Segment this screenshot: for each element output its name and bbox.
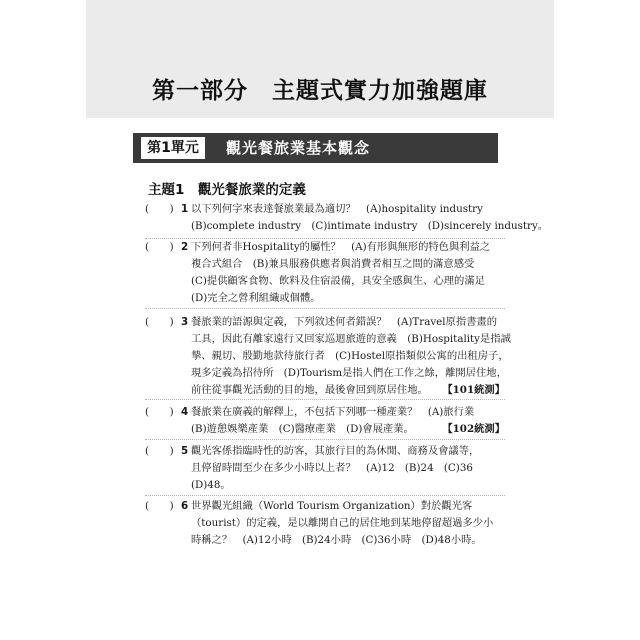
question-line-text: 前往從事觀光活動的目的地，最後會回到原居住地。 (191, 384, 428, 396)
unit-title: 觀光餐旅業基本觀念 (226, 139, 371, 157)
question-item (145, 314, 511, 399)
question-line: 複合式組合 (B)兼具服務供應者與消費者相互之間的滿意感受 (191, 258, 475, 270)
question-number: 4 (181, 406, 189, 418)
question-item (145, 239, 505, 307)
question-item (145, 443, 505, 494)
answer-blank: ( ) (145, 500, 174, 512)
question-line-text: (B)遊憩娛樂產業 (C)醫療產業 (D)會展產業。 (191, 423, 414, 435)
divider (145, 399, 505, 400)
question-number: 6 (181, 500, 189, 512)
question-line: 現多定義為招待所 (D)Tourism是指人們在工作之餘，離開居住地， (191, 367, 507, 379)
answer-blank: ( ) (145, 316, 174, 328)
question-text (191, 314, 511, 399)
part-title: 第一部分 主題式實力加強題庫 (152, 78, 488, 104)
question-text (191, 239, 505, 307)
question-line: (C)提供顧客食物、飲料及住宿設備，具安全感與生、心理的滿足 (191, 275, 485, 287)
exam-source-tag: 【101統測】 (442, 384, 505, 396)
question-line: 下列何者非Hospitality的屬性？ (A)有形與無形的特色與利益之 (191, 241, 491, 253)
question-line: (D)完全之營利組織或個體。 (191, 292, 321, 304)
answer-blank: ( ) (145, 241, 174, 253)
question-line (191, 382, 505, 399)
exam-source-tag: 【102統測】 (442, 423, 505, 435)
question-line: 以下列何字來表達餐旅業最為適切？ (A)hospitality industry (191, 203, 483, 215)
question-number: 5 (181, 445, 189, 457)
question-line: 觀光客係指臨時性的訪客，其旅行目的為休閒、商務及會議等， (191, 445, 480, 457)
question-number: 1 (181, 203, 189, 215)
question-text (191, 404, 505, 438)
question-item (145, 201, 549, 235)
topic-heading: 主題1 觀光餐旅業的定義 (148, 182, 306, 198)
divider (145, 439, 505, 440)
answer-blank: ( ) (145, 445, 174, 457)
question-line: 摯、親切、殷勤地款待旅行者 (C)Hostel原指類似公寓的出租房子， (191, 350, 509, 362)
question-line (191, 421, 505, 438)
question-line: 餐旅業在廣義的解釋上，不包括下列哪一種產業？ (A)旅行業 (191, 406, 475, 418)
question-line: 世界觀光組織（World Tourism Organization）對於觀光客 (191, 500, 473, 512)
question-item (145, 404, 505, 438)
answer-blank: ( ) (145, 406, 174, 418)
answer-blank: ( ) (145, 203, 174, 215)
question-line: (D)48。 (191, 479, 231, 491)
question-line: 工具，因此有離家遠行又回家巡迴旅遊的意義 (B)Hospitality是指誠 (191, 333, 511, 345)
question-number: 2 (181, 241, 189, 253)
question-text (191, 443, 505, 494)
question-line: 且停留時間至少在多少小時以上者？ (A)12 (B)24 (C)36 (191, 462, 473, 474)
question-text (191, 201, 549, 235)
divider (145, 495, 505, 496)
question-line: (B)complete industry (C)intimate industry (D)sincerely industry。 (191, 220, 549, 232)
question-item (145, 498, 505, 549)
question-line: 餐旅業的語源與定義，下列敘述何者錯誤？ (A)Travel原指書畫的 (191, 316, 498, 328)
question-text (191, 498, 505, 549)
unit-label: 第1單元 (141, 137, 205, 159)
divider (145, 308, 505, 309)
question-line: （tourist）的定義，是以離開自己的居住地到某地停留超過多少小 (191, 517, 494, 529)
question-line: 時稱之？ (A)12小時 (B)24小時 (C)36小時 (D)48小時。 (191, 534, 482, 546)
question-number: 3 (181, 316, 189, 328)
